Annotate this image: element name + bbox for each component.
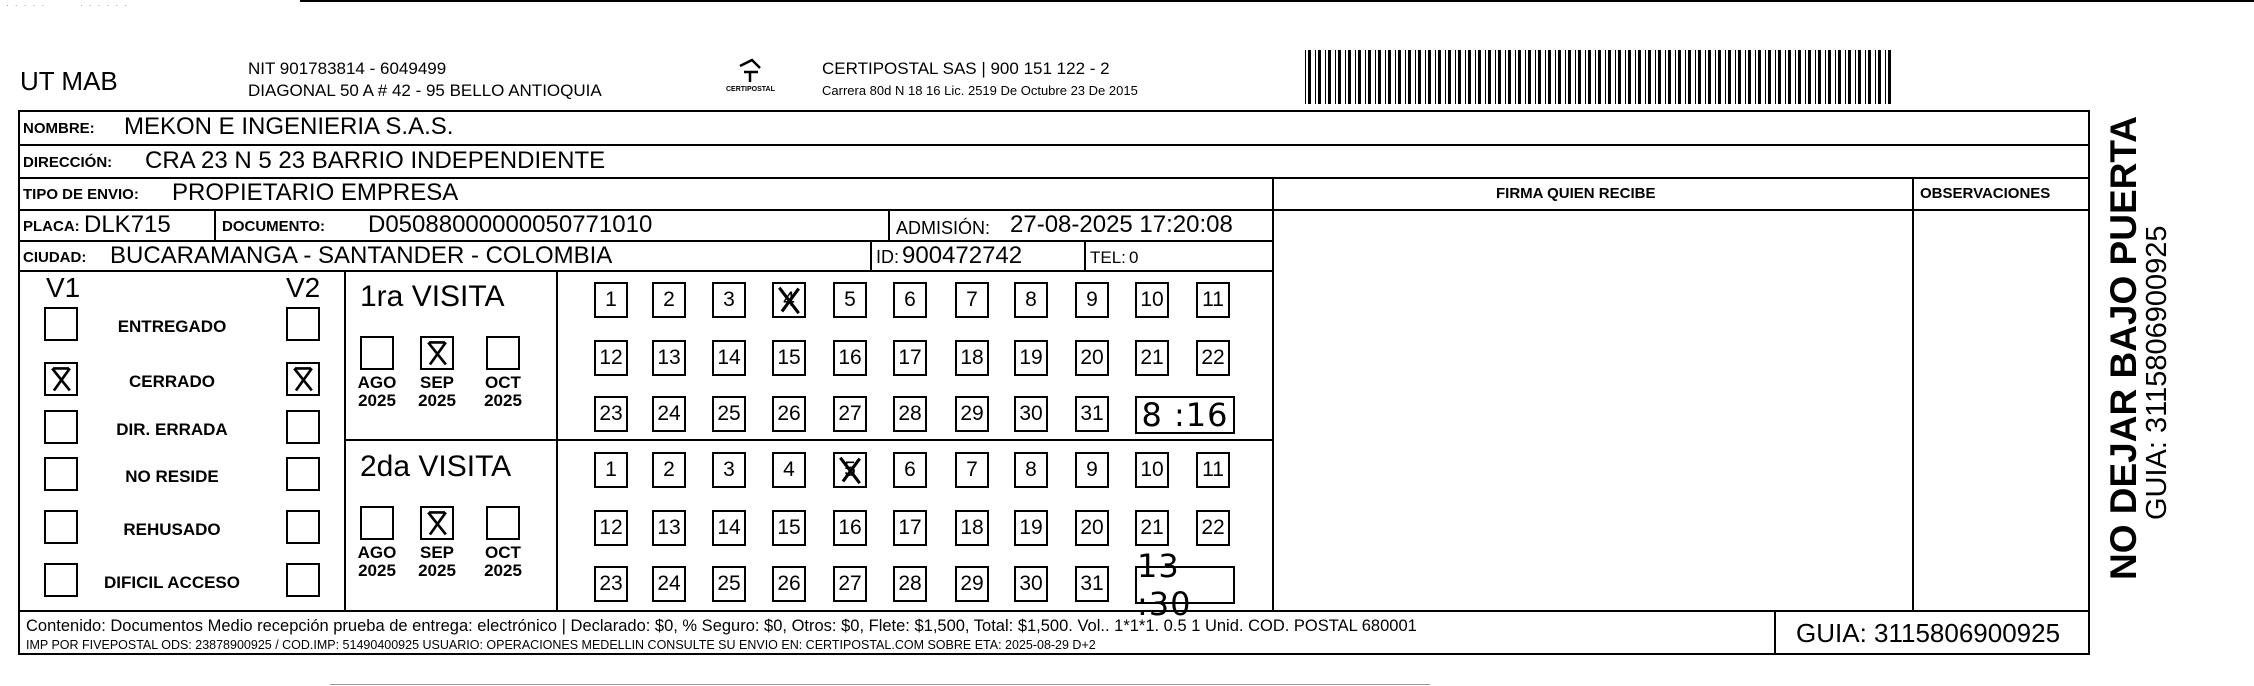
sender-address: DIAGONAL 50 A # 42 - 95 BELLO ANTIOQUIA	[248, 81, 602, 100]
visit-2-day-12[interactable]: 12	[594, 510, 628, 546]
month-year: 2025	[418, 391, 456, 410]
status-label: REHUSADO	[123, 520, 221, 539]
id-label: ID:	[876, 247, 900, 267]
visit-2-day-27[interactable]: 27	[833, 566, 867, 602]
visit-2-day-8[interactable]: 8	[1014, 452, 1048, 488]
visit-2-day-13[interactable]: 13	[652, 510, 686, 546]
visit-1-time[interactable]	[1135, 396, 1235, 434]
status-label: DIFICIL ACCESO	[103, 573, 240, 592]
firma-left-line	[1272, 177, 1274, 611]
visit-1-day-22[interactable]: 22	[1196, 340, 1230, 376]
visit-1-day-21[interactable]: 21	[1135, 340, 1169, 376]
v2-label: V2	[286, 272, 321, 303]
direccion-label: DIRECCIÓN:	[23, 154, 113, 171]
header-separator	[1272, 144, 2090, 146]
form-border-top	[18, 110, 2090, 112]
tipo-value: PROPIETARIO EMPRESA	[172, 179, 459, 206]
visit-2-day-21[interactable]: 21	[1135, 510, 1169, 546]
documento-value: D05088000000050771010	[368, 211, 653, 238]
sender-name: UT MAB	[20, 66, 118, 96]
id-value: 900472742	[902, 242, 1023, 269]
company-license: Carrera 80d N 18 16 Lic. 2519 De Octubre 23 De 2015	[822, 83, 1138, 98]
visit-1-day-17[interactable]: 17	[893, 340, 927, 376]
barcode	[1305, 50, 1895, 104]
logo-text: CERTIPOSTAL	[726, 86, 775, 93]
visit-1-day-9[interactable]: 9	[1075, 282, 1109, 318]
visit-2-time[interactable]	[1135, 547, 1235, 623]
certipostal-logo	[722, 58, 782, 98]
visit-1-day-4[interactable]: 4	[772, 282, 806, 318]
visit-2-day-14[interactable]: 14	[712, 510, 746, 546]
visit-2-day-16[interactable]: 16	[833, 510, 867, 546]
visit-1-month-checkbox[interactable]	[360, 336, 394, 370]
visit-2-day-1[interactable]: 1	[594, 452, 628, 488]
id-separator	[870, 240, 872, 271]
month-label: AGO	[357, 543, 397, 562]
visit-2-day-5[interactable]: 5	[833, 452, 867, 488]
nombre-value: MEKON E INGENIERIA S.A.S.	[124, 113, 454, 140]
visit-1-day-19[interactable]: 19	[1014, 340, 1048, 376]
visit-time-value: 8 :16	[1141, 396, 1229, 434]
ciudad-label: CIUDAD:	[23, 249, 87, 266]
tel-value: 0	[1129, 248, 1139, 267]
bottom-scan-line	[330, 684, 1430, 685]
visit-1-day-31[interactable]: 31	[1075, 396, 1109, 432]
visit-2-day-4[interactable]: 4	[772, 452, 806, 488]
visit-2-day-17[interactable]: 17	[893, 510, 927, 546]
v2-checkbox[interactable]	[286, 410, 320, 444]
visit-title: 2da VISITA	[360, 450, 512, 483]
visit-1-day-24[interactable]: 24	[652, 396, 686, 432]
visit-time-value: 13 :30	[1137, 547, 1192, 623]
visit-2-day-25[interactable]: 25	[712, 566, 746, 602]
visit-1-day-11[interactable]: 11	[1196, 282, 1230, 318]
visit-1-day-20[interactable]: 20	[1075, 340, 1109, 376]
visit-2-day-23[interactable]: 23	[594, 566, 628, 602]
contenido-text: Contenido: Documentos Medio recepción prueba de entrega: electrónico | Declarado: $0, % Seguro: $0, Otros: $0, Flete: $1,500, Total: $1,500. Vol.. 1*1*1. 0.5 1 Unid. COD. POSTAL 680001	[26, 617, 1417, 635]
v2-checkbox[interactable]	[286, 510, 320, 544]
imp-text: IMP POR FIVEPOSTAL ODS: 23878900925 / COD.IMP: 51490400925 USUARIO: OPERACIONES MEDELLIN CONSULTE SU ENVIO EN: CERTIPOSTAL.COM SOBRE ETA: 2025-08-29 D+2	[26, 638, 1096, 652]
visit-1-day-7[interactable]: 7	[955, 282, 989, 318]
side-guia: GUIA: 3115806900925	[2141, 225, 2173, 520]
month-label: OCT	[485, 373, 521, 392]
visit-2-day-2[interactable]: 2	[652, 452, 686, 488]
side-warning: NO DEJAR BAJO PUERTA	[2103, 116, 2144, 580]
tipo-label: TIPO DE ENVIO:	[23, 186, 139, 203]
visit-1-day-18[interactable]: 18	[955, 340, 989, 376]
visit-2-month-checkbox[interactable]	[360, 506, 394, 540]
month-year: 2025	[358, 561, 396, 580]
visit-1-day-28[interactable]: 28	[893, 396, 927, 432]
month-label: OCT	[485, 543, 521, 562]
v2-checkbox[interactable]	[286, 563, 320, 597]
visit-1-day-25[interactable]: 25	[712, 396, 746, 432]
observaciones-header: OBSERVACIONES	[1920, 185, 2051, 202]
visit-1-day-30[interactable]: 30	[1014, 396, 1048, 432]
footer-guia: GUIA: 3115806900925	[1796, 618, 2061, 648]
form-border-bottom	[18, 653, 2090, 655]
visit-2-day-24[interactable]: 24	[652, 566, 686, 602]
visit-1-day-1[interactable]: 1	[594, 282, 628, 318]
visit-2-day-22[interactable]: 22	[1196, 510, 1230, 546]
ciudad-value: BUCARAMANGA - SANTANDER - COLOMBIA	[110, 242, 613, 269]
visit-2-day-11[interactable]: 11	[1196, 452, 1230, 488]
sender-nit: NIT 901783814 - 6049499	[248, 59, 447, 78]
visit-1-month-checkbox[interactable]	[420, 336, 454, 370]
visit-2-day-29[interactable]: 29	[955, 566, 989, 602]
visit-2-month-checkbox[interactable]	[420, 506, 454, 540]
v1-label: V1	[46, 272, 81, 303]
form-border-right	[2088, 110, 2090, 655]
visit-2-day-19[interactable]: 19	[1014, 510, 1048, 546]
visit-1-day-8[interactable]: 8	[1014, 282, 1048, 318]
month-label: SEP	[419, 373, 455, 392]
firma-header: FIRMA QUIEN RECIBE	[1496, 185, 1656, 202]
placa-label: PLACA:	[23, 218, 80, 235]
v2-checkbox[interactable]	[286, 457, 320, 491]
visit-1-day-2[interactable]: 2	[652, 282, 686, 318]
footer-guia-separator	[1774, 610, 1776, 654]
visit-1-day-26[interactable]: 26	[772, 396, 806, 432]
company-name: CERTIPOSTAL SAS | 900 151 122 - 2	[822, 59, 1110, 78]
visit-2-day-9[interactable]: 9	[1075, 452, 1109, 488]
visit-1-day-29[interactable]: 29	[955, 396, 989, 432]
status-label: NO RESIDE	[125, 467, 219, 486]
visit-1-day-14[interactable]: 14	[712, 340, 746, 376]
month-year: 2025	[418, 561, 456, 580]
visit-1-day-6[interactable]: 6	[893, 282, 927, 318]
visit-2-day-6[interactable]: 6	[893, 452, 927, 488]
placa-value: DLK715	[84, 211, 171, 238]
visit-1-day-5[interactable]: 5	[833, 282, 867, 318]
visit-1-day-23[interactable]: 23	[594, 396, 628, 432]
month-label: AGO	[357, 373, 397, 392]
visit-2-day-7[interactable]: 7	[955, 452, 989, 488]
visit-1-month-checkbox[interactable]	[486, 336, 520, 370]
tel-label: TEL:	[1090, 248, 1126, 267]
visit-2-day-26[interactable]: 26	[772, 566, 806, 602]
admision-label: ADMISIÓN:	[896, 218, 991, 238]
direccion-value: CRA 23 N 5 23 BARRIO INDEPENDIENTE	[145, 147, 606, 174]
admision-value: 27-08-2025 17:20:08	[1010, 211, 1233, 238]
tel-separator	[1084, 240, 1086, 271]
top-edge-line	[300, 0, 2254, 2]
scan-marks: · · · · · · · · · · ·	[6, 1, 130, 10]
visit-title: 1ra VISITA	[360, 280, 505, 313]
visit-2-day-10[interactable]: 10	[1135, 452, 1169, 488]
visit-1-day-12[interactable]: 12	[594, 340, 628, 376]
status-label: ENTREGADO	[117, 317, 227, 336]
visit-2-month-checkbox[interactable]	[486, 506, 520, 540]
visit-1-day-16[interactable]: 16	[833, 340, 867, 376]
visit-2-day-31[interactable]: 31	[1075, 566, 1109, 602]
visit-2-day-3[interactable]: 3	[712, 452, 746, 488]
month-year: 2025	[358, 391, 396, 410]
v2-checkbox[interactable]	[286, 362, 320, 396]
obs-left-line	[1912, 177, 1914, 611]
v2-checkbox[interactable]	[286, 307, 320, 341]
month-year: 2025	[484, 391, 522, 410]
visit-2-day-15[interactable]: 15	[772, 510, 806, 546]
visit-1-day-27[interactable]: 27	[833, 396, 867, 432]
status-label: CERRADO	[129, 372, 215, 391]
visit-divider	[344, 439, 1273, 441]
admision-separator	[888, 209, 890, 241]
visit-2-day-20[interactable]: 20	[1075, 510, 1109, 546]
visit-1-day-3[interactable]: 3	[712, 282, 746, 318]
month-year: 2025	[484, 561, 522, 580]
visit-2-day-30[interactable]: 30	[1014, 566, 1048, 602]
footer-top-line	[18, 610, 2090, 612]
visit-2-day-28[interactable]: 28	[893, 566, 927, 602]
month-label: SEP	[419, 543, 455, 562]
placa-separator	[214, 209, 216, 241]
nombre-label: NOMBRE:	[23, 120, 95, 137]
documento-label: DOCUMENTO:	[222, 218, 326, 235]
visit-1-day-10[interactable]: 10	[1135, 282, 1169, 318]
visit-1-day-13[interactable]: 13	[652, 340, 686, 376]
visit-1-day-15[interactable]: 15	[772, 340, 806, 376]
visit-2-day-18[interactable]: 18	[955, 510, 989, 546]
status-label: DIR. ERRADA	[116, 420, 228, 439]
